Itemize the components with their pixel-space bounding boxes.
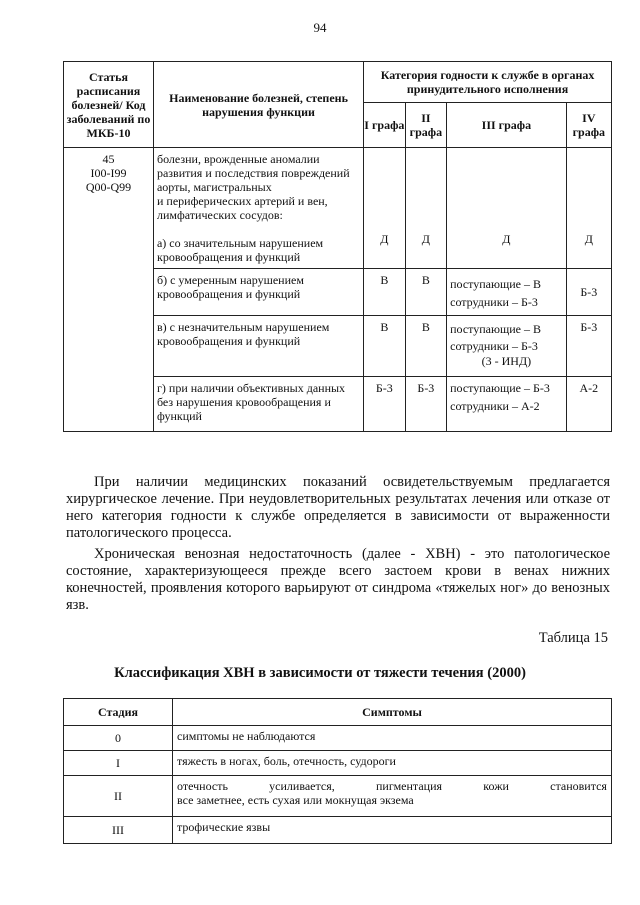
row-b-col4: Б-3	[566, 269, 611, 316]
row-b-col3-line2: сотрудники – Б-3	[450, 295, 538, 309]
symptoms-0: симптомы не наблюдаются	[173, 726, 612, 751]
row-a-name: а) со значительным нарушением кровообращения и функций	[156, 236, 324, 264]
stage-2: II	[64, 776, 173, 817]
row-c-col3-line3: (3 - ИНД)	[481, 354, 532, 368]
header-col-2: II графа	[405, 103, 447, 148]
row-c-col2: В	[405, 316, 447, 377]
row-d-col4: А-2	[566, 377, 611, 432]
table-row	[64, 776, 612, 817]
row-c-col3-line2: сотрудники – Б-3	[450, 339, 538, 353]
header-col-4: IV графа	[566, 103, 611, 148]
row-d-col3-line2: сотрудники – А-2	[450, 399, 540, 413]
row-c-col3	[447, 316, 567, 377]
header-article: Статья расписания болезней/ Код заболеваний по МКБ-10	[64, 62, 154, 148]
paragraph-cvi-text: Хроническая венозная недостаточность (далее - ХВН) - это патологическое состояние, характеризующееся прежде всего застоем крови в венах нижних конечностей, проявления которого варьируют от синдрома «тяжелых ног» до венозных язв.	[66, 546, 610, 613]
paragraph-surgery	[66, 474, 610, 542]
row-b-name: б) с умеренным нарушением кровообращения и функций	[153, 269, 363, 316]
table-row	[64, 148, 612, 269]
table-row	[64, 726, 612, 751]
table-label: Таблица 15	[538, 630, 608, 646]
row-c-col1: В	[364, 316, 406, 377]
icd-code-q: Q00-Q99	[85, 180, 132, 194]
header-symptoms: Симптомы	[173, 699, 612, 726]
row-c-name: в) с незначительным нарушением кровообращения и функций	[153, 316, 363, 377]
stage-1: I	[64, 751, 173, 776]
row-b-col3-line1: поступающие – В	[450, 277, 541, 291]
cvi-classification-table	[63, 698, 612, 844]
table-title: Классификация ХВН в зависимости от тяжести течения (2000)	[114, 665, 526, 681]
disease-code-cell	[64, 148, 154, 432]
word: кожи	[483, 779, 509, 793]
disease-name-cell	[153, 148, 363, 269]
row-d-col1: Б-3	[364, 377, 406, 432]
row-c-col3-line1: поступающие – В	[450, 322, 541, 336]
table-row	[64, 817, 612, 844]
icd-code-i: I00-I99	[90, 166, 127, 180]
header-col-1: I графа	[364, 103, 406, 148]
word: становится	[550, 779, 607, 793]
row-d-col3	[447, 377, 567, 432]
row-b-col3	[447, 269, 567, 316]
article-number: 45	[102, 152, 115, 166]
row-b-col2: В	[405, 269, 447, 316]
word: усиливается,	[269, 779, 335, 793]
page-number: 94	[313, 20, 327, 35]
symptoms-2	[173, 776, 612, 817]
row-a-col1: Д	[364, 148, 406, 269]
row-d-col3-line1: поступающие – Б-3	[450, 381, 550, 395]
table-row	[64, 751, 612, 776]
row-b-col1: В	[364, 269, 406, 316]
stage-0: 0	[64, 726, 173, 751]
disease-intro-2: и периферических артерий и вен, лимфатических сосудов:	[156, 194, 328, 222]
symptoms-1: тяжесть в ногах, боль, отечность, судороги	[173, 751, 612, 776]
paragraph-cvi	[66, 546, 610, 614]
row-a-col2: Д	[405, 148, 447, 269]
row-a-col3: Д	[447, 148, 567, 269]
header-stage: Стадия	[64, 699, 173, 726]
symptoms-2-line1	[177, 779, 607, 793]
fitness-category-table	[63, 61, 612, 432]
stage-3: III	[64, 817, 173, 844]
paragraph-surgery-text: При наличии медицинских показаний освидетельствуемым предлагается хирургическое лечение. При неудовлетворительных результатах лечения или отказе от него категория годности к службе определяется в зависимости от выраженности патологического процесса.	[66, 474, 610, 541]
word: пигментация	[375, 779, 443, 793]
header-category: Категория годности к службе в органах принудительного исполнения	[364, 62, 612, 103]
symptoms-3: трофические язвы	[173, 817, 612, 844]
disease-intro: болезни, врожденные аномалии развития и последствия повреждений аорты, магистральных	[156, 152, 350, 194]
word: отечность	[177, 779, 228, 793]
header-disease-name: Наименование болезней, степень нарушения функции	[153, 62, 363, 148]
row-d-col2: Б-3	[405, 377, 447, 432]
header-col-3: III графа	[447, 103, 567, 148]
symptoms-2-line2: все заметнее, есть сухая или мокнущая экзема	[177, 793, 414, 807]
row-d-name: г) при наличии объективных данных без нарушения кровообращения и функций	[153, 377, 363, 432]
row-a-col4: Д	[566, 148, 611, 269]
row-c-col4: Б-3	[566, 316, 611, 377]
